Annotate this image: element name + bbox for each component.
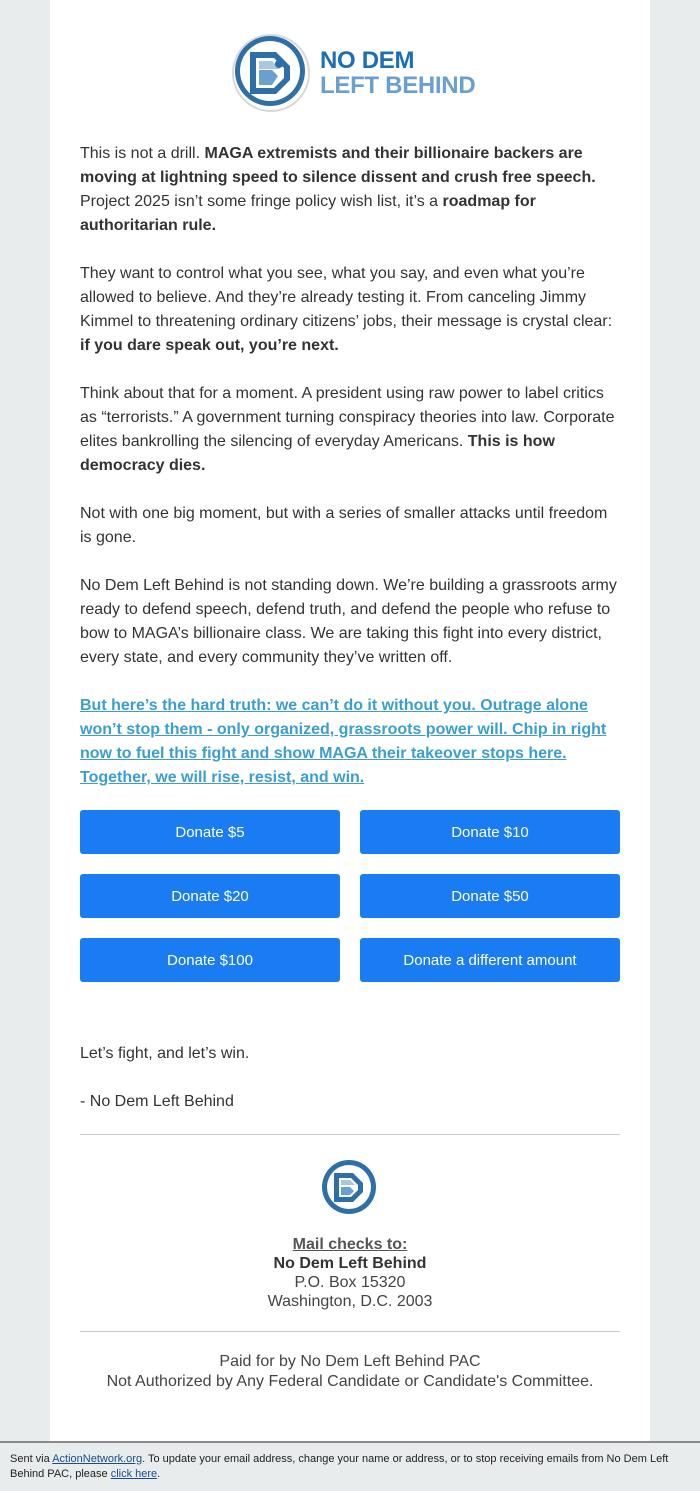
email-card xyxy=(50,0,650,1441)
mail-checks-header: Mail checks to: xyxy=(292,1236,408,1253)
paragraph-2: They want to control what you see, what you say, and even what you’re allowed to believe. And they’re already testing it. From canceling Jimmy Kimmel to threatening ordinary citizens’ jobs, their message is crystal clear: if you dare speak out, you’re next. xyxy=(80,265,613,354)
donate-10-button[interactable]: Donate $10 xyxy=(360,810,620,854)
brand-wordmark xyxy=(320,48,475,98)
paragraph-1: This is not a drill. MAGA extremists and their billionaire backers are moving at lightning speed to silence dissent and crush free speech. Project 2025 isn’t some fringe policy wish list, it’s a roadmap for authoritarian rule. xyxy=(80,145,596,234)
donate-50-button[interactable]: Donate $50 xyxy=(360,874,620,918)
disclaimer xyxy=(80,1352,620,1392)
sign-off-line: Let’s fight, and let’s win. xyxy=(80,1045,250,1062)
mailing-address xyxy=(80,1235,620,1311)
donate-5-button[interactable]: Donate $5 xyxy=(80,810,340,854)
not-authorized-line: Not Authorized by Any Federal Candidate or Candidate's Committee. xyxy=(106,1373,594,1390)
mail-city: Washington, D.C. 2003 xyxy=(267,1293,433,1310)
action-network-link[interactable]: ActionNetwork.org xyxy=(52,1453,143,1465)
d-logo-small-icon xyxy=(320,1158,378,1216)
divider xyxy=(80,1134,620,1135)
signature: - No Dem Left Behind xyxy=(80,1093,234,1110)
brand-line-1: NO DEM xyxy=(320,47,415,74)
donate-other-amount-button[interactable]: Donate a different amount xyxy=(360,938,620,982)
paragraph-3: Think about that for a moment. A president using raw power to label critics as “terrorists.” A government turning conspiracy theories into law. Corporate elites bankrolling the silencing of everyday Americans. This is how democracy dies. xyxy=(80,385,615,474)
brand-line-2: LEFT BEHIND xyxy=(320,72,476,99)
d-logo-icon xyxy=(230,30,316,116)
email-body xyxy=(80,142,620,812)
unsubscribe-link[interactable]: click here xyxy=(110,1468,158,1480)
paragraph-5: No Dem Left Behind is not standing down. We’re building a grassroots army ready to defend speech, defend truth, and defend the people who refuse to bow to MAGA’s billionaire class. We are taking this fight into every district, every state, and every community they’ve written off. xyxy=(80,577,617,666)
donate-cta-link[interactable]: But here’s the hard truth: we can’t do it without you. Outrage alone won’t stop them - only organized, grassroots power will. Chip in right now to fuel this fight and show MAGA their takeover stops here. Together, we will rise, resist, and win. xyxy=(80,697,607,786)
brand-logo xyxy=(230,30,530,116)
paid-for-line: Paid for by No Dem Left Behind PAC xyxy=(219,1353,481,1370)
donate-20-button[interactable]: Donate $20 xyxy=(80,874,340,918)
donate-100-button[interactable]: Donate $100 xyxy=(80,938,340,982)
sign-off xyxy=(80,1042,620,1138)
paragraph-4: Not with one big moment, but with a series of smaller attacks until freedom is gone. xyxy=(80,505,608,546)
mail-po-box: P.O. Box 15320 xyxy=(294,1274,406,1291)
divider xyxy=(80,1331,620,1332)
mail-org-name: No Dem Left Behind xyxy=(273,1255,427,1272)
email-footer: Sent via ActionNetwork.org. To update your email address, change your name or address, or to stop receiving emails from No Dem Left Behind PAC, please click here. xyxy=(0,1441,700,1491)
